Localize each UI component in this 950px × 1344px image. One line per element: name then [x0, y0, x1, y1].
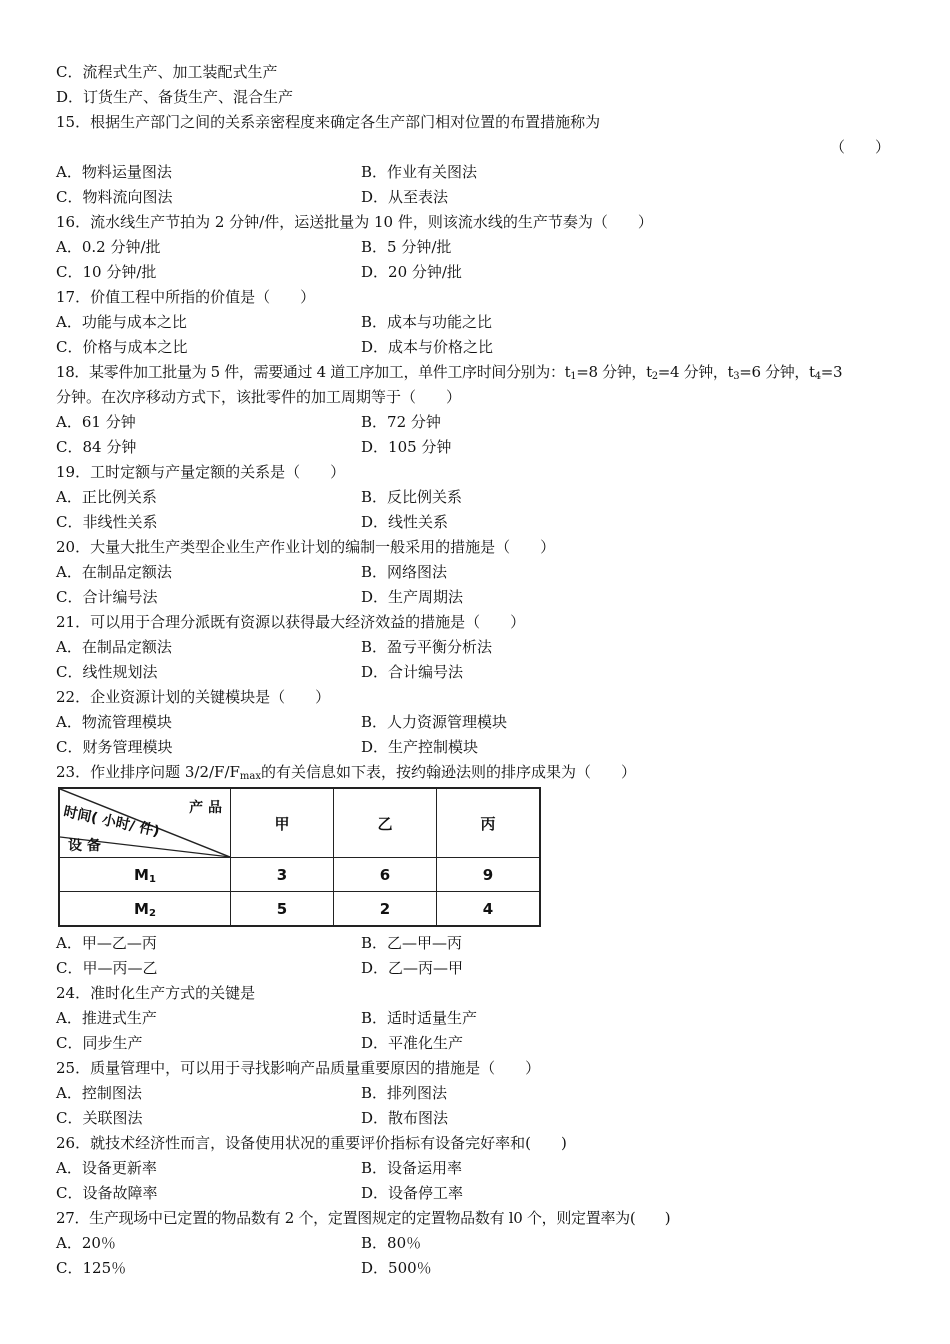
q21-options-ab — [56, 635, 896, 660]
q20-option-b: B．网络图法 — [361, 563, 448, 581]
q25-option-b: B．排列图法 — [361, 1084, 448, 1102]
q22-option-c: C．财务管理模块 — [56, 738, 173, 756]
q24-stem: 24．准时化生产方式的关键是 — [56, 984, 256, 1002]
table-cell: 2 — [334, 892, 437, 927]
table-cell: 4 — [437, 892, 541, 927]
q25-option-d: D．散布图法 — [361, 1109, 449, 1127]
q25-option-c: C．关联图法 — [56, 1109, 143, 1127]
q25-option-a: A．控制图法 — [56, 1084, 142, 1102]
header-product: 产 品 — [189, 800, 222, 816]
q27-stem: 27．生产现场中已定置的物品数有 2 个，定置图规定的定置物品数有 l0 个，则定置率为( ) — [56, 1209, 671, 1227]
q26-option-b: B．设备运用率 — [361, 1159, 463, 1177]
q22-stem: 22．企业资源计划的关键模块是（ ） — [56, 688, 331, 706]
q15-option-b: B．作业有关图法 — [361, 163, 478, 181]
column-header-bing: 丙 — [437, 788, 541, 858]
q22-option-a: A．物流管理模块 — [56, 713, 172, 731]
q27-option-b: B．80％ — [361, 1234, 422, 1252]
column-header-yi: 乙 — [334, 788, 437, 858]
q19-option-a: A．正比例关系 — [56, 488, 157, 506]
q17-stem: 17．价值工程中所指的价值是（ ） — [56, 288, 316, 306]
q26-option-c: C．设备故障率 — [56, 1184, 158, 1202]
q22-option-b: B．人力资源管理模块 — [361, 713, 508, 731]
q24-option-b: B．适时适量生产 — [361, 1009, 478, 1027]
q15-option-d: D．从至表法 — [361, 188, 449, 206]
q18-option-b: B．72 分钟 — [361, 413, 441, 431]
q26-options-cd — [56, 1181, 896, 1206]
q19-options-cd — [56, 510, 896, 535]
q24-option-d: D．平准化生产 — [361, 1034, 464, 1052]
q18-stem-line1: 18．某零件加工批量为 5 件，需要通过 4 道工序加工，单件工序时间分别为：$t_1=8$ 分钟，$t_2=4$ 分钟，$t_3=6$ 分钟，$t_4=3$ — [56, 363, 843, 382]
q24-option-a: A．推进式生产 — [56, 1009, 157, 1027]
q20-options-ab — [56, 560, 896, 585]
q19-options-ab — [56, 485, 896, 510]
column-header-jia: 甲 — [231, 788, 334, 858]
q16-stem: 16．流水线生产节拍为 2 分钟/件，运送批量为 10 件，则该流水线的生产节奏为（ ） — [56, 213, 653, 231]
q18-options-cd — [56, 435, 896, 460]
q25-options-cd — [56, 1106, 896, 1131]
schedule-table — [58, 787, 541, 927]
q23-options-cd — [56, 956, 896, 981]
q14-option-d: D．订货生产、备货生产、混合生产 — [56, 88, 294, 106]
q17-option-a: A．功能与成本之比 — [56, 313, 187, 331]
q16-option-c: C．10 分钟/批 — [56, 263, 157, 281]
header-time: 时间( 小时/ 件) — [62, 803, 161, 840]
q17-option-c: C．价格与成本之比 — [56, 338, 188, 356]
q26-option-a: A．设备更新率 — [56, 1159, 157, 1177]
q17-option-d: D．成本与价格之比 — [361, 338, 494, 356]
q17-options-cd — [56, 335, 896, 360]
q17-option-b: B．成本与功能之比 — [361, 313, 493, 331]
q18-option-a: A．61 分钟 — [56, 413, 136, 431]
q18-stem-line2: 分钟。在次序移动方式下，该批零件的加工周期等于（ ） — [56, 388, 462, 406]
q18-option-d: D．105 分钟 — [361, 438, 452, 456]
q24-option-c: C．同步生产 — [56, 1034, 143, 1052]
q17-options-ab — [56, 310, 896, 335]
q15-option-c: C．物料流向图法 — [56, 188, 173, 206]
q19-option-b: B．反比例关系 — [361, 488, 463, 506]
header-equipment: 设 备 — [68, 838, 101, 854]
table-row — [59, 858, 540, 892]
q15-option-a: A．物料运量图法 — [56, 163, 172, 181]
machine-m2: $M_2$ — [59, 892, 231, 927]
q26-option-d: D．设备停工率 — [361, 1184, 464, 1202]
q15-options-cd — [56, 185, 896, 210]
q23-table-wrapper — [56, 787, 896, 925]
q25-stem: 25．质量管理中，可以用于寻找影响产品质量重要原因的措施是（ ） — [56, 1059, 541, 1077]
q22-options-ab — [56, 710, 896, 735]
q27-option-d: D．500％ — [361, 1259, 432, 1277]
q14-option-c: C．流程式生产、加工装配式生产 — [56, 63, 278, 81]
table-row — [59, 892, 540, 927]
machine-m1: $M_1$ — [59, 858, 231, 892]
q23-option-a: A．甲—乙—丙 — [56, 934, 157, 952]
q24-options-ab — [56, 1006, 896, 1031]
q15-stem: 15．根据生产部门之间的关系亲密程度来确定各生产部门相对位置的布置措施称为 — [56, 113, 601, 131]
q27-options-cd — [56, 1256, 896, 1281]
q20-option-d: D．生产周期法 — [361, 588, 464, 606]
q27-option-a: A．20％ — [56, 1234, 116, 1252]
q19-option-d: D．线性关系 — [361, 513, 449, 531]
q21-option-b: B．盈亏平衡分析法 — [361, 638, 493, 656]
q16-option-b: B．5 分钟/批 — [361, 238, 452, 256]
q15-options-ab — [56, 160, 896, 185]
table-cell: 9 — [437, 858, 541, 892]
q19-option-c: C．非线性关系 — [56, 513, 158, 531]
q23-option-b: B．乙—甲—丙 — [361, 934, 463, 952]
q27-options-ab — [56, 1231, 896, 1256]
table-cell: 5 — [231, 892, 334, 927]
q26-stem: 26．就技术经济性而言，设备使用状况的重要评价指标有设备完好率和( ) — [56, 1134, 567, 1152]
q16-options-ab — [56, 235, 896, 260]
q20-option-c: C．合计编号法 — [56, 588, 158, 606]
q23-stem: 23．作业排序问题 $3/2/F/F_{max}$的有关信息如下表，按约翰逊法则的排序成果为（ ） — [56, 763, 637, 782]
q20-options-cd — [56, 585, 896, 610]
q22-options-cd — [56, 735, 896, 760]
q16-option-a: A．0.2 分钟/批 — [56, 238, 161, 256]
q22-option-d: D．生产控制模块 — [361, 738, 479, 756]
q23-option-c: C．甲—丙—乙 — [56, 959, 158, 977]
q26-options-ab — [56, 1156, 896, 1181]
table-cell: 6 — [334, 858, 437, 892]
q21-stem: 21．可以用于合理分派既有资源以获得最大经济效益的措施是（ ） — [56, 613, 526, 631]
table-cell: 3 — [231, 858, 334, 892]
q27-option-c: C．125％ — [56, 1259, 127, 1277]
q21-option-a: A．在制品定额法 — [56, 638, 172, 656]
q23-options-ab — [56, 931, 896, 956]
q25-options-ab — [56, 1081, 896, 1106]
q20-option-a: A．在制品定额法 — [56, 563, 172, 581]
q21-option-c: C．线性规划法 — [56, 663, 158, 681]
q19-stem: 19．工时定额与产量定额的关系是（ ） — [56, 463, 346, 481]
q23-option-d: D．乙—丙—甲 — [361, 959, 464, 977]
q15-answer-paren: （ ） — [829, 138, 890, 156]
q21-options-cd — [56, 660, 896, 685]
q24-options-cd — [56, 1031, 896, 1056]
q20-stem: 20．大量大批生产类型企业生产作业计划的编制一般采用的措施是（ ） — [56, 538, 556, 556]
q21-option-d: D．合计编号法 — [361, 663, 464, 681]
q16-option-d: D．20 分钟/批 — [361, 263, 462, 281]
q16-options-cd — [56, 260, 896, 285]
exam-page — [56, 60, 896, 1281]
q18-options-ab — [56, 410, 896, 435]
q18-option-c: C．84 分钟 — [56, 438, 137, 456]
table-diagonal-header — [59, 788, 231, 858]
